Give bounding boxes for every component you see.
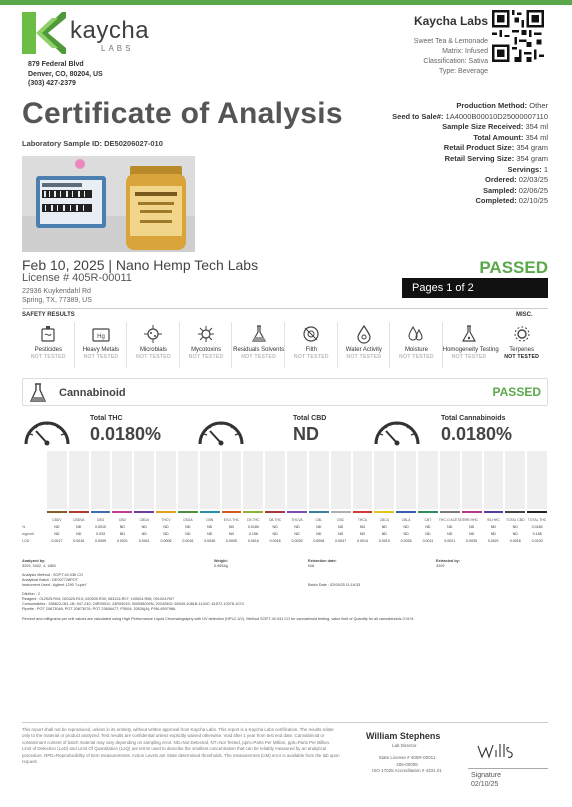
- cannabinoid-column: [199, 451, 221, 554]
- cannabinoid-pct-value: 0.0010: [95, 525, 107, 529]
- water-activity-icon: [354, 324, 374, 344]
- cannabinoid-column: [90, 451, 112, 554]
- total-thc-gauge-icon: [22, 412, 72, 446]
- cannabinoid-pct-value: ND: [207, 525, 213, 529]
- flask-icon: [29, 383, 47, 403]
- column-color-bar: [265, 511, 285, 513]
- column-background: [265, 451, 285, 509]
- column-background: [243, 451, 263, 509]
- detail-row: [392, 101, 548, 112]
- cannabinoid-column: [155, 451, 177, 554]
- batch-date: Batch Date : 02/09/25 11:16:33: [308, 583, 361, 587]
- product-info: Sweet Tea & Lemonade Matrix: Infused Classification: Sativa Type: Beverage: [413, 38, 488, 75]
- column-color-bar: [440, 511, 460, 513]
- divider: [22, 308, 548, 309]
- cannabinoid-name: D9-THC: [247, 518, 260, 522]
- cannabinoid-mg-value: 0.158: [532, 532, 542, 536]
- detail-row: [392, 154, 548, 165]
- cannabinoid-pct-value: ND: [468, 525, 475, 529]
- detail-key: Retail Serving Size:: [444, 153, 515, 163]
- detail-key: Completed:: [475, 196, 517, 206]
- safety-test-status: NOT TESTED: [346, 354, 382, 360]
- cannabinoid-name: CBDA: [139, 518, 149, 522]
- sample-photo: [22, 156, 195, 252]
- row-label-lod: LOD: [22, 539, 30, 543]
- cannabinoid-lod-value: 0.0005: [226, 539, 237, 543]
- cannabinoid-lod-value: 0.0021: [487, 539, 499, 543]
- safety-test-name: Moisture: [404, 347, 428, 353]
- column-background: [200, 451, 220, 509]
- total-cbd-value: ND: [293, 424, 319, 444]
- cannabinoid-mg-value: ND: [403, 532, 409, 536]
- cannabinoid-lod-value: 0.0017: [51, 539, 63, 543]
- detail-key: Total Amount:: [473, 132, 524, 142]
- residual-solvents-icon: [249, 324, 269, 344]
- cannabinoid-lod-value: 0.0025: [291, 539, 303, 543]
- column-color-bar: [353, 511, 373, 513]
- cannabinoid-column: [242, 451, 264, 554]
- signatory-title: Lab Director: [392, 743, 417, 748]
- cannabinoid-column: [133, 451, 155, 554]
- reagent: Reagent : 012925.R04; 020425.R13; 020525.R30; 083124.R07; 100524.R06; 091024.R07: [22, 597, 175, 601]
- signatory-license: State License # 405R-00011 405-00006 ISO 17025 Accreditation # 4331.01: [372, 755, 442, 773]
- cannabinoid-lod-value: 0.0014: [356, 539, 368, 543]
- sample-id: Laboratory Sample ID: DE50206027-010: [22, 139, 163, 148]
- cannabinoid-pct-value: ND: [54, 525, 60, 529]
- safety-test-name: Heavy Metals: [82, 347, 120, 353]
- safety-test-status: NOT TESTED: [30, 354, 66, 360]
- cannabinoid-column: [417, 451, 439, 554]
- column-background: [462, 451, 482, 509]
- pipette: Pipette : POT 20673048; POT 20873076; POT 23606477; P3004; 20926(A); P0M-459798A: [22, 607, 176, 611]
- cannabinoid-column: [526, 451, 548, 554]
- safety-test-status: NOT TESTED: [241, 354, 277, 360]
- cannabinoid-pct-value: ND: [141, 525, 147, 529]
- cannabinoid-pct-value: ND: [316, 525, 322, 529]
- analytical-batch: Analytical Batch : DE007728POT: [22, 578, 78, 582]
- pesticides-icon: [38, 324, 58, 344]
- filth-icon: [301, 324, 321, 344]
- cannabinoid-lod-value: 0.0009: [95, 539, 107, 543]
- handwritten-signature: [476, 740, 516, 762]
- homogeneity-icon: [459, 324, 479, 344]
- cannabinoid-mg-value: 0.158: [248, 532, 258, 536]
- column-color-bar: [243, 511, 263, 513]
- detail-value: 1A4000B00010D25000007110: [445, 111, 548, 121]
- signature-block: Signature 02/10/25: [471, 772, 501, 788]
- column-color-bar: [222, 511, 242, 513]
- cannabinoid-pct-value: ND: [294, 525, 300, 529]
- safety-test-name: Microbials: [139, 347, 167, 353]
- brand-name: kaycha: [70, 17, 150, 44]
- weight-value: 0.9654g: [214, 564, 228, 568]
- cannabinoid-name: EXO-THC: [223, 518, 240, 522]
- safety-tile: [127, 322, 180, 374]
- detail-value: 354 gram: [516, 153, 548, 163]
- cannabinoid-mg-value: ND: [207, 532, 213, 536]
- cannabinoid-name: TOTAL THC: [527, 518, 547, 522]
- cannabinoid-name: CBN: [206, 518, 214, 522]
- cannabinoid-column: [352, 451, 374, 554]
- column-background: [47, 451, 67, 509]
- column-color-bar: [462, 511, 482, 513]
- safety-test-status: NOT TESTED: [451, 354, 487, 360]
- cannabinoid-pct-value: ND: [272, 525, 278, 529]
- total-thc-label: Total THC: [90, 415, 123, 422]
- cannabinoid-mg-value: ND: [76, 532, 82, 536]
- cannabinoid-name: 9S-HHC: [487, 518, 500, 522]
- cannabinoid-lod-value: 0.0016: [509, 539, 521, 543]
- cannabinoid-lod-value: 0.0016: [182, 539, 194, 543]
- cannabinoid-name: THCVA: [291, 518, 303, 522]
- column-color-bar: [156, 511, 176, 513]
- cannabinoid-lod-value: 0.0100: [531, 539, 543, 543]
- cannabinoid-mg-value: ND: [425, 532, 431, 536]
- lab-name: Kaycha Labs: [413, 14, 488, 28]
- cannabinoid-name: CBGA: [183, 518, 193, 522]
- cannabinoid-pct-value: ND: [163, 525, 169, 529]
- safety-tile: [75, 322, 128, 374]
- cannabinoid-mg-value: ND: [512, 532, 518, 536]
- cannabinoid-name: CBCA: [379, 518, 389, 522]
- cannabinoid-pct-value: ND: [447, 525, 453, 529]
- cannabinoid-mg-value: ND: [141, 532, 147, 536]
- client-address: 22936 Kuykendahl Rd Spring, TX, 77389, US: [22, 288, 92, 304]
- total-cannabinoids-gauge-icon: [372, 412, 422, 446]
- extracted-by-label: Extracted by:: [436, 559, 461, 563]
- moisture-icon: [406, 324, 426, 344]
- safety-test-status: NOT TESTED: [188, 354, 224, 360]
- lab-address: 879 Federal Blvd Denver, CO, 80204, US (303) 427-2379: [28, 61, 103, 87]
- cannabinoid-pct-value: ND: [490, 525, 497, 529]
- safety-test-status: NOT TESTED: [83, 354, 119, 360]
- cannabinoid-column: [373, 451, 395, 554]
- detail-value: 02/10/25: [518, 196, 548, 206]
- cannabinoid-lod-value: 0.0047: [335, 539, 347, 543]
- safety-test-name: Terpenes: [509, 347, 534, 353]
- column-color-bar: [287, 511, 307, 513]
- cannabinoid-pct-value: ND: [76, 525, 82, 529]
- cannabinoid-pct-value: 0.0180: [247, 525, 259, 529]
- column-color-bar: [505, 511, 525, 513]
- safety-test-name: Water Activity: [345, 347, 382, 353]
- column-background: [178, 451, 198, 509]
- cannabinoid-lod-value: 0.0026: [400, 539, 412, 543]
- safety-tile: [22, 322, 75, 374]
- cannabinoid-lod-value: 0.0019: [378, 539, 390, 543]
- safety-test-name: Residuals Solvents: [233, 347, 285, 353]
- detail-row: [392, 196, 548, 207]
- cannabinoid-lod-value: 0.0010: [247, 539, 259, 543]
- detail-row: [392, 186, 548, 197]
- cannabinoid-lod-value: 0.0021: [116, 539, 128, 543]
- cannabinoid-lod-value: 0.0021: [444, 539, 456, 543]
- safety-test-status: NOT TESTED: [136, 354, 171, 360]
- cannabinoid-column: [330, 451, 352, 554]
- column-background: [527, 451, 547, 509]
- overall-status-badge: PASSED: [479, 258, 548, 277]
- cannabinoid-pct-value: ND: [403, 525, 409, 529]
- signatory-name: William Stephens: [366, 731, 441, 741]
- cannabinoid-name: CBG: [96, 518, 105, 522]
- cannabinoid-column: [177, 451, 199, 554]
- cannabinoid-mg-value: ND: [359, 532, 366, 536]
- cannabinoid-table: [46, 451, 548, 554]
- column-color-bar: [309, 511, 329, 513]
- safety-results-label: SAFETY RESULTS: [22, 312, 75, 318]
- cannabinoid-mg-value: ND: [447, 532, 453, 536]
- top-accent-bar: [0, 0, 572, 5]
- cannabinoid-name: CBLA: [401, 518, 411, 522]
- detail-row: [392, 165, 548, 176]
- safety-test-status: NOT TESTED: [293, 354, 329, 360]
- cannabinoid-lod-value: 0.0011: [138, 539, 150, 543]
- detail-row: [392, 133, 548, 144]
- detail-row: [392, 112, 548, 123]
- cannabinoid-mg-value: ND: [163, 532, 169, 536]
- cannabinoid-mg-value: ND: [490, 532, 497, 536]
- cannabinoid-mg-value: ND: [272, 532, 278, 536]
- analysis-method: Analysis Method : SOP.T.40.036 CO: [22, 573, 83, 577]
- safety-test-status: NOT TESTED: [399, 354, 434, 360]
- cannabinoid-pct-value: ND: [228, 525, 235, 529]
- dilution: Dilution : 2: [22, 592, 40, 596]
- extraction-date-value: N/A: [308, 564, 315, 568]
- column-color-bar: [91, 511, 111, 513]
- client-license: License # 405R-00011: [22, 272, 132, 284]
- cannabinoid-mg-value: ND: [468, 532, 475, 536]
- column-color-bar: [331, 511, 351, 513]
- detail-value: 354 ml: [525, 132, 548, 142]
- total-cbd-label: Total CBD: [293, 415, 327, 422]
- safety-test-status: NOT TESTED: [504, 354, 540, 360]
- safety-results-row: [22, 322, 548, 374]
- cannabinoid-name: D8-THC: [268, 518, 282, 522]
- total-cannabinoids-label: Total Cannabinoids: [441, 415, 506, 422]
- row-label-mg: mg/unit: [22, 532, 34, 536]
- cannabinoid-column: [395, 451, 417, 554]
- cannabinoid-lod-value: 0.0030: [466, 539, 478, 543]
- column-background: [112, 451, 132, 509]
- detail-value: 354 gram: [516, 143, 548, 153]
- column-color-bar: [527, 511, 547, 513]
- cannabinoid-name: CBT: [424, 518, 432, 522]
- cannabinoid-column: [221, 451, 243, 554]
- safety-tile: [495, 322, 548, 374]
- column-background: [353, 451, 373, 509]
- row-label-pct: %: [22, 525, 26, 529]
- detail-key: Sampled:: [482, 185, 517, 195]
- analyzed-by-value: 3209, 3402, 4, 1860: [22, 564, 56, 568]
- column-background: [374, 451, 394, 509]
- column-background: [134, 451, 154, 509]
- cannabinoid-mg-value: ND: [338, 532, 344, 536]
- column-color-bar: [200, 511, 220, 513]
- column-color-bar: [69, 511, 89, 513]
- analyzed-by-label: Analyzed by:: [22, 559, 46, 563]
- cannabinoid-name: CBDVA: [73, 518, 85, 522]
- column-background: [396, 451, 416, 509]
- cannabinoid-pct-value: ND: [185, 525, 191, 529]
- cannabinoid-mg-value: ND: [294, 532, 300, 536]
- safety-tile: [285, 322, 338, 374]
- cannabinoid-header: [22, 378, 548, 406]
- detail-key: Seed to Sale#:: [392, 111, 444, 121]
- method-note: Percent and milligrams per unit values are calculated using High Performance Liquid Chromatography with UV detection (HPLC-UV). Method SOP.T.40.031 CO for cannabinoid testing, value limit of Quantity for all cannabinoids 0.01%.: [22, 617, 415, 621]
- cannabinoid-pct-value: ND: [338, 525, 344, 529]
- column-background: [440, 451, 460, 509]
- cannabinoid-column: [264, 451, 286, 554]
- detail-key: Production Method:: [456, 101, 528, 110]
- safety-test-name: Homogeneity Testing: [442, 347, 499, 353]
- weight-label: Weight:: [214, 559, 228, 563]
- brand-subtitle: LABS: [101, 44, 134, 53]
- column-background: [91, 451, 111, 509]
- cannabinoid-column: [461, 451, 483, 554]
- detail-key: Sample Size Received:: [442, 122, 524, 132]
- cannabinoid-name: CBL: [315, 518, 323, 522]
- cannabinoid-mg-value: ND: [316, 532, 322, 536]
- total-thc-value: 0.0180%: [90, 424, 162, 444]
- detail-key: Servings:: [507, 164, 542, 174]
- cannabinoid-name: CBD: [118, 518, 126, 522]
- cannabinoid-pct-value: ND: [425, 525, 431, 529]
- cannabinoid-lod-value: 0.0016: [73, 539, 85, 543]
- cannabinoid-pct-value: ND: [119, 525, 125, 529]
- page-title: Certificate of Analysis: [22, 97, 343, 130]
- safety-tile: [232, 322, 285, 374]
- cannabinoid-pct-value: ND: [512, 525, 518, 529]
- cannabinoid-name: THCA: [357, 518, 368, 522]
- instrument-used: Instrument Used : Agilent 1290 "Lupin": [22, 583, 87, 587]
- cannabinoid-lod-value: 0.0045: [204, 539, 216, 543]
- detail-value: 02/06/25: [518, 185, 548, 195]
- cannabinoid-mg-value: ND: [54, 532, 60, 536]
- cannabinoid-name: THCV: [161, 518, 171, 522]
- column-color-bar: [112, 511, 132, 513]
- cannabinoid-lod-value: 0.0011: [422, 539, 434, 543]
- safety-tile: [390, 322, 443, 374]
- safety-test-name: Mycotoxins: [191, 347, 222, 353]
- client-date-lab: Feb 10, 2025 | Nano Hemp Tech Labs: [22, 257, 259, 273]
- column-background: [69, 451, 89, 509]
- column-color-bar: [374, 511, 394, 513]
- safety-tile: [338, 322, 391, 374]
- cannabinoid-column: [483, 451, 505, 554]
- cannabinoid-mg-value: ND: [185, 532, 191, 536]
- cannabinoid-column: [286, 451, 308, 554]
- safety-tile: [180, 322, 233, 374]
- cannabinoid-mg-value: ND: [228, 532, 235, 536]
- cannabinoid-name: 9R-HHC: [465, 518, 478, 522]
- cannabinoid-mg-value: ND: [119, 532, 125, 536]
- column-color-bar: [418, 511, 438, 513]
- column-background: [156, 451, 176, 509]
- column-background: [505, 451, 525, 509]
- detail-row: [392, 175, 548, 186]
- cannabinoid-pct-value: 0.0180: [531, 525, 543, 529]
- column-color-bar: [484, 511, 504, 513]
- cannabinoid-lod-value: 0.0006: [313, 539, 325, 543]
- column-background: [309, 451, 329, 509]
- safety-test-name: Filth: [305, 347, 317, 353]
- column-color-bar: [47, 511, 67, 513]
- misc-label: MISC.: [516, 312, 533, 318]
- column-color-bar: [134, 511, 154, 513]
- cannabinoid-column: [438, 451, 466, 554]
- cannabinoid-column: [504, 451, 526, 554]
- extraction-date-label: Extraction date:: [308, 559, 337, 563]
- column-background: [222, 451, 242, 509]
- detail-key: Retail Product Size:: [443, 143, 515, 153]
- cannabinoid-name: CBC: [337, 518, 345, 522]
- cannabinoid-lod-value: 0.0006: [160, 539, 172, 543]
- cannabinoid-pct-value: ND: [381, 525, 387, 529]
- detail-row: [392, 143, 548, 154]
- detail-key: Ordered:: [485, 175, 517, 185]
- terpenes-icon: [512, 324, 532, 344]
- detail-value: 354 ml: [525, 122, 548, 132]
- safety-test-name: Pesticides: [34, 347, 62, 353]
- cannabinoid-name: CBDV: [52, 518, 62, 522]
- heavy-metals-icon: [91, 324, 111, 344]
- kaycha-logo-icon: [22, 12, 66, 54]
- detail-row: [392, 122, 548, 133]
- disclaimer: This report shall not be reproduced, unless in its entirety, without written approval from Kaycha Labs. This report is a Kaycha Labs certification. The results relate only to the material or product analyzed. Test results are confidential unless explicitly waived otherwise. Void after 1 year from test end date. Cannabinoid or contaminant content of batch material may vary depending on sampling error. ND=Not Detected, NT=Not Tested, ppm=Parts Per Million, ppb=Parts Per Billion. Limit of Detection (LoD) and Limit Of Quantitation (LoQ) are terms used to describe the smallest concentration that can be reliably measured by an analytical procedure. RPD=Reproducibility of Item measurements. Action Levels are State determined thresholds. The measurement (UM) error is available from the lab upon request.: [22, 727, 340, 765]
- column-background: [418, 451, 438, 509]
- footer-divider: [22, 722, 548, 723]
- page-indicator: Pages 1 of 2: [402, 278, 548, 298]
- cannabinoid-column: [68, 451, 90, 554]
- cannabinoid-pct-value: ND: [359, 525, 366, 529]
- cannabinoid-mg-value: 0.033: [96, 532, 106, 536]
- cannabinoid-lod-value: 0.0016: [269, 539, 281, 543]
- cannabinoid-name: THC-O ACETATE: [438, 518, 466, 522]
- extracted-by-value: 3209: [436, 564, 445, 568]
- cannabinoid-column: [111, 451, 133, 554]
- total-cannabinoids-value: 0.0180%: [441, 424, 513, 444]
- detail-value: Other: [529, 101, 548, 110]
- cannabinoid-status-badge: PASSED: [492, 385, 541, 399]
- mycotoxins-icon: [196, 324, 216, 344]
- consumables: Consumables : 336622-051-1B; 947-240; 24R09011; 24R09015; 000058092N; 20240502; 65349-1081B-1104C; 61572-10378-1074: [22, 602, 244, 606]
- safety-tile: [442, 322, 499, 374]
- cannabinoid-name: TOTAL CBD: [505, 518, 525, 522]
- svg-text:Hg: Hg: [97, 334, 105, 340]
- detail-value: 02/03/25: [518, 175, 548, 185]
- cannabinoid-title: Cannabinoid: [59, 387, 126, 399]
- microbials-icon: [143, 324, 163, 344]
- column-background: [331, 451, 351, 509]
- cannabinoid-mg-value: ND: [381, 532, 387, 536]
- qr-code-icon: [492, 10, 544, 62]
- detail-value: 1: [543, 164, 548, 174]
- sample-details: [392, 101, 548, 207]
- cannabinoid-column: [46, 451, 68, 554]
- signature-line: [468, 768, 548, 769]
- cannabinoid-column: [308, 451, 330, 554]
- column-background: [287, 451, 307, 509]
- total-cbd-gauge-icon: [196, 412, 246, 446]
- column-color-bar: [178, 511, 198, 513]
- column-background: [484, 451, 504, 509]
- column-color-bar: [396, 511, 416, 513]
